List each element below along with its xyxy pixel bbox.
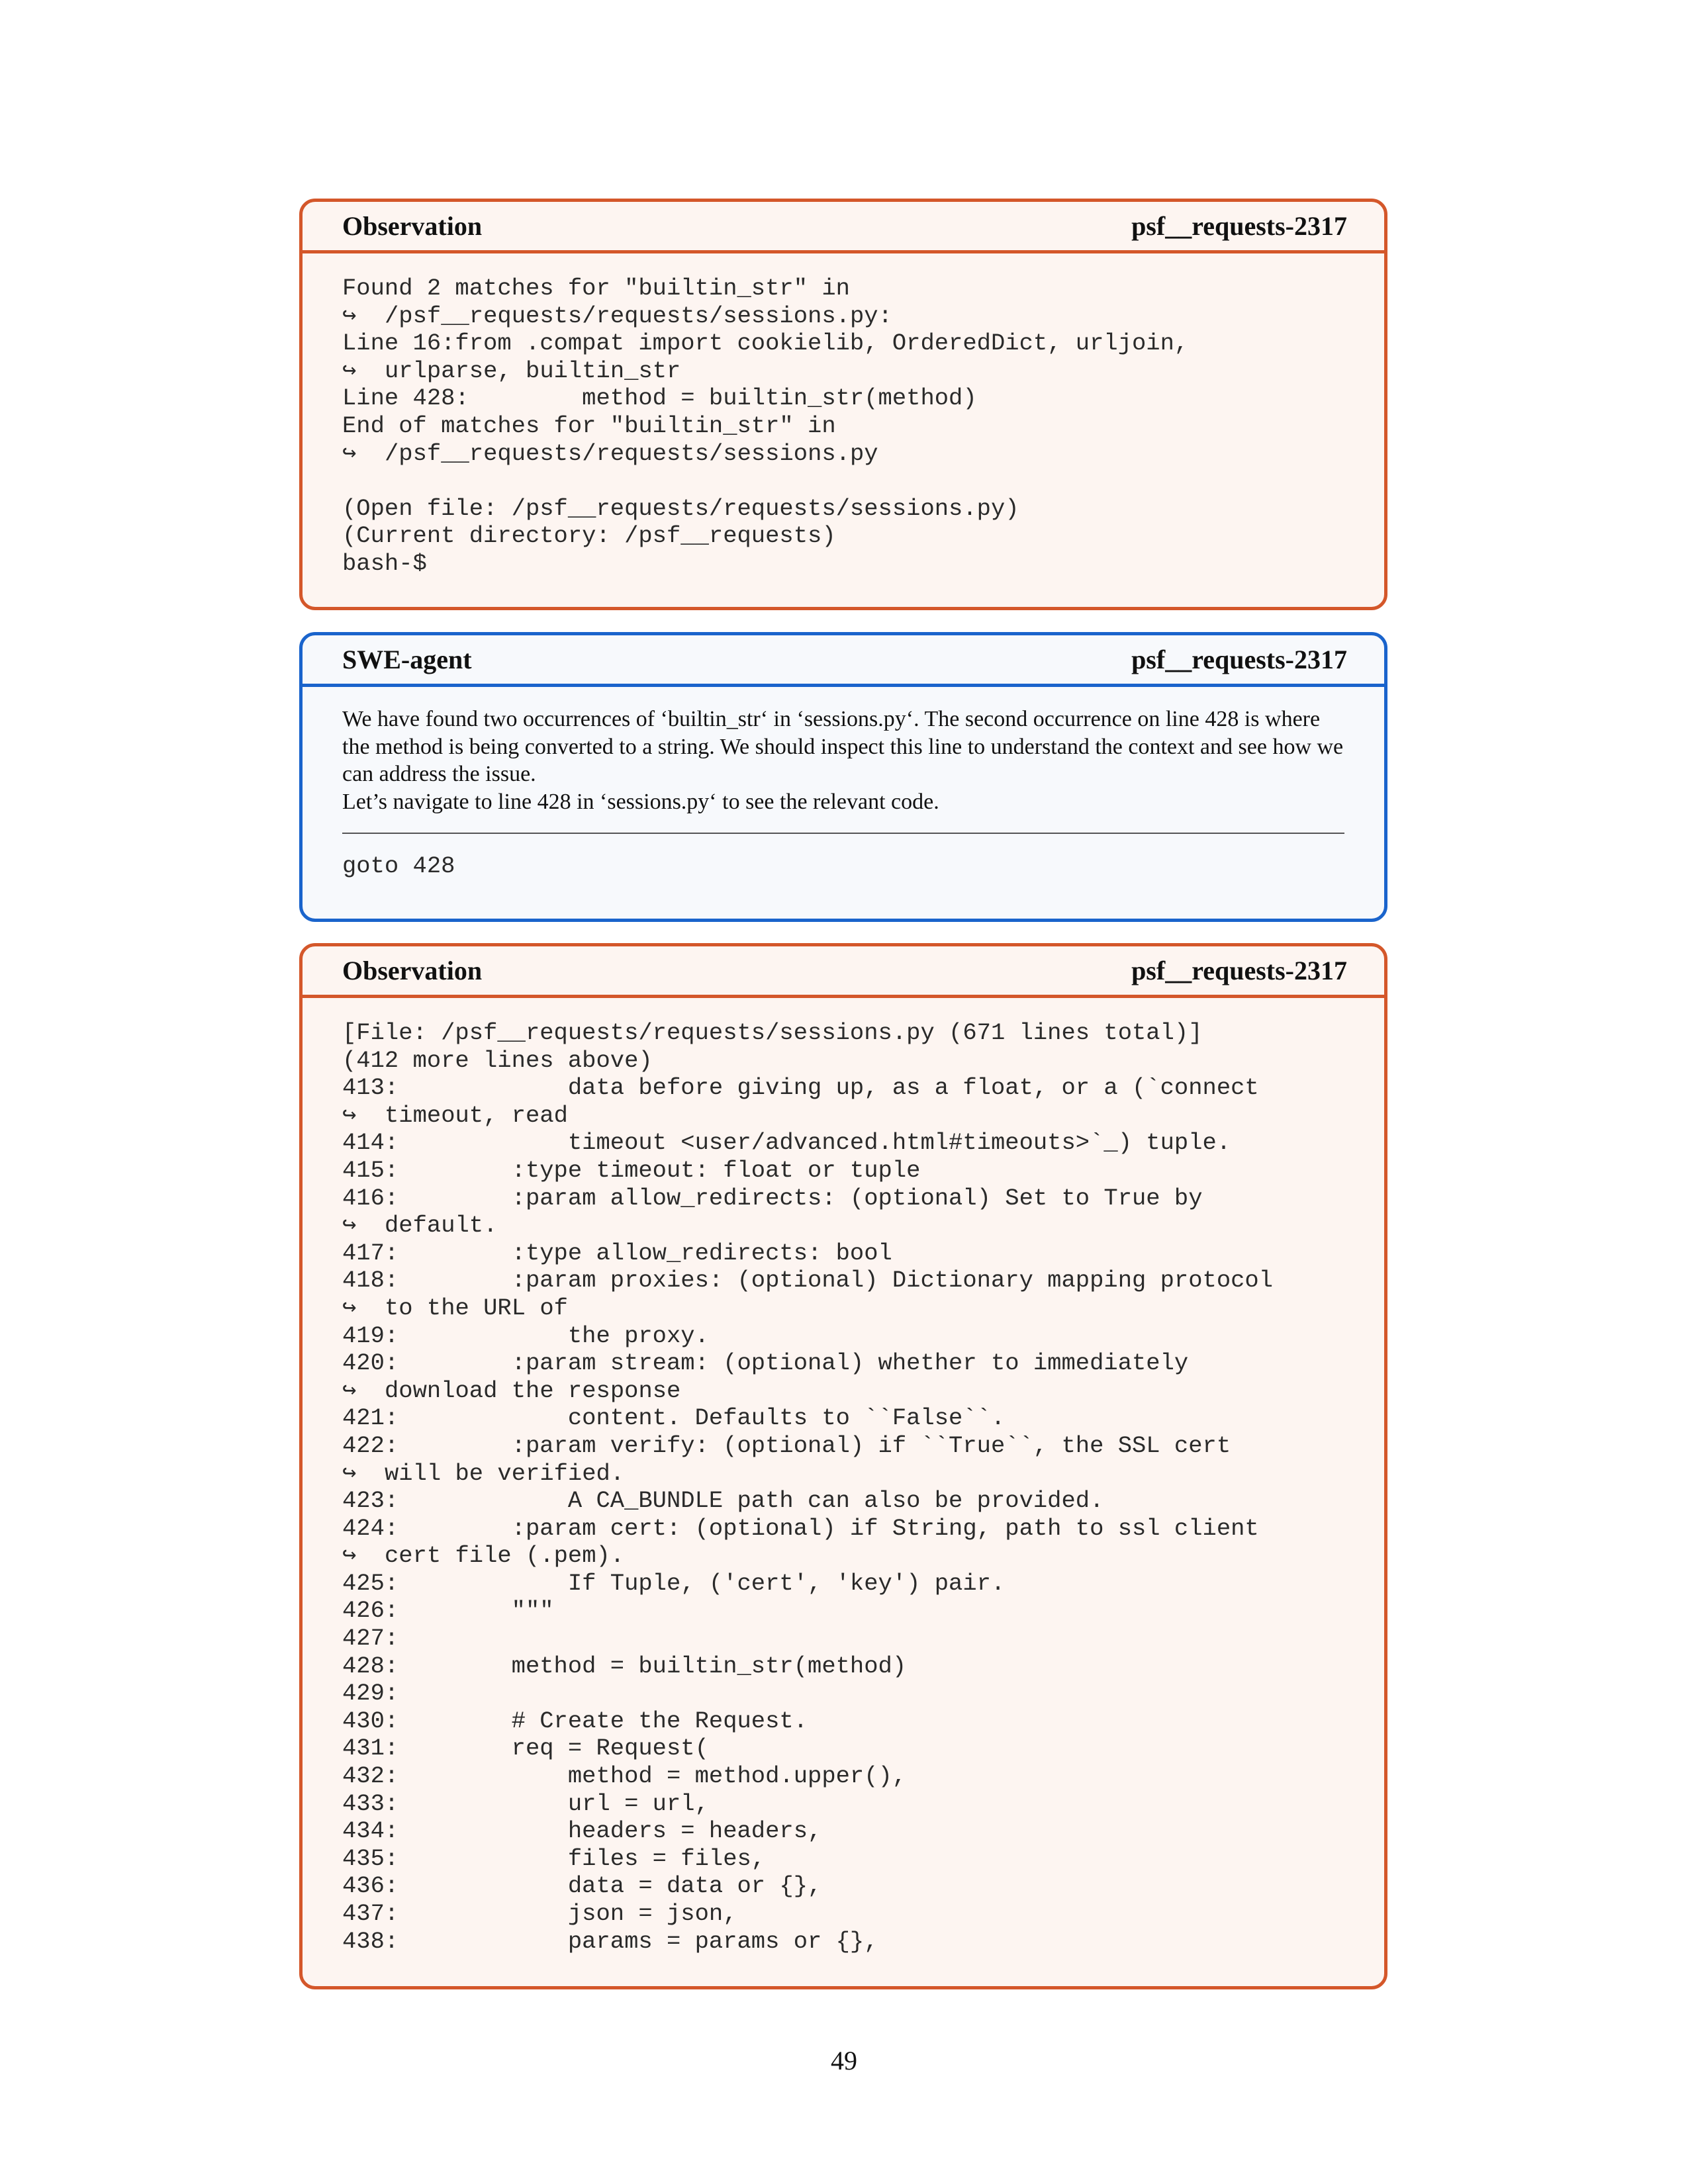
code-line: ↪ /psf__requests/requests/sessions.py: bbox=[342, 302, 892, 330]
code-line: 436: data = data or {}, bbox=[342, 1872, 822, 1900]
code-line: ↪ /psf__requests/requests/sessions.py bbox=[342, 439, 878, 467]
code-line: 434: headers = headers, bbox=[342, 1817, 822, 1845]
thought-paragraph: We have found two occurrences of ‘builtin_str‘ in ‘sessions.py‘. The second occurrence on line 428 is where the method is being converted to a string. We should inspect this line to understand the context and see how we can address the issue. bbox=[342, 707, 1344, 786]
code-line: 430: # Create the Request. bbox=[342, 1707, 808, 1735]
code-line: Found 2 matches for "builtin_str" in bbox=[342, 275, 850, 302]
divider bbox=[342, 833, 1344, 834]
code-line: bash-$ bbox=[342, 549, 427, 577]
code-line: 435: files = files, bbox=[342, 1844, 766, 1872]
code-line: ↪ urlparse, builtin_str bbox=[342, 357, 681, 385]
agent-thought bbox=[342, 705, 1344, 815]
code-line: (Open file: /psf__requests/requests/sessions.py) bbox=[342, 494, 1019, 522]
code-block bbox=[342, 275, 1344, 578]
code-line: [File: /psf__requests/requests/sessions.py (671 lines total)] bbox=[342, 1019, 1203, 1046]
code-line: 423: A CA_BUNDLE path can also be provided. bbox=[342, 1487, 1104, 1515]
code-line: (412 more lines above) bbox=[342, 1046, 653, 1074]
observation-box-2 bbox=[299, 943, 1387, 1989]
code-line: ↪ download the response bbox=[342, 1377, 681, 1404]
code-line: 413: data before giving up, as a float, or a (`connect bbox=[342, 1074, 1259, 1102]
box-title: SWE-agent bbox=[342, 645, 472, 674]
swe-agent-box bbox=[299, 632, 1387, 922]
code-line: 415: :type timeout: float or tuple bbox=[342, 1156, 921, 1184]
observation-header-2 bbox=[303, 946, 1384, 998]
task-id: psf__requests-2317 bbox=[1131, 645, 1347, 674]
code-block bbox=[342, 1019, 1344, 1955]
code-line: 425: If Tuple, ('cert', 'key') pair. bbox=[342, 1569, 1006, 1597]
code-line: 422: :param verify: (optional) if ``True``, the SSL cert bbox=[342, 1432, 1231, 1459]
code-line: (Current directory: /psf__requests) bbox=[342, 522, 836, 550]
code-line bbox=[342, 467, 1344, 495]
code-line: 420: :param stream: (optional) whether to immediately bbox=[342, 1349, 1189, 1377]
swe-agent-header bbox=[303, 635, 1384, 687]
code-line: Line 16:from .compat import cookielib, OrderedDict, urljoin, bbox=[342, 330, 1189, 357]
observation-header-1 bbox=[303, 202, 1384, 253]
code-line: 432: method = method.upper(), bbox=[342, 1762, 907, 1790]
code-line: ↪ timeout, read bbox=[342, 1101, 568, 1129]
code-line: 424: :param cert: (optional) if String, path to ssl client bbox=[342, 1514, 1259, 1542]
code-line: ↪ will be verified. bbox=[342, 1459, 625, 1487]
thought-paragraph: Let’s navigate to line 428 in ‘sessions.py‘ to see the relevant code. bbox=[342, 789, 939, 814]
code-line: 414: timeout <user/advanced.html#timeouts>`_) tuple. bbox=[342, 1129, 1231, 1157]
box-title: Observation bbox=[342, 211, 483, 241]
agent-command: goto 428 bbox=[342, 852, 455, 880]
code-line: ↪ to the URL of bbox=[342, 1294, 568, 1322]
code-line: 438: params = params or {}, bbox=[342, 1927, 878, 1955]
task-id: psf__requests-2317 bbox=[1131, 956, 1347, 985]
code-line: ↪ cert file (.pem). bbox=[342, 1542, 625, 1570]
box-title: Observation bbox=[342, 956, 483, 985]
code-line: 426: """ bbox=[342, 1597, 554, 1625]
task-id: psf__requests-2317 bbox=[1131, 211, 1347, 241]
code-line: ↪ default. bbox=[342, 1212, 498, 1240]
code-line: 419: the proxy. bbox=[342, 1322, 709, 1349]
code-line: 427: bbox=[342, 1625, 399, 1653]
code-line: End of matches for "builtin_str" in bbox=[342, 412, 836, 439]
code-line: Line 428: method = builtin_str(method) bbox=[342, 385, 977, 412]
code-line: 417: :type allow_redirects: bool bbox=[342, 1239, 892, 1267]
swe-agent-body bbox=[303, 687, 1384, 880]
code-line: 416: :param allow_redirects: (optional) Set to True by bbox=[342, 1184, 1203, 1212]
code-line: 431: req = Request( bbox=[342, 1735, 709, 1762]
observation-body-1 bbox=[303, 253, 1384, 578]
page-number: 49 bbox=[831, 2046, 857, 2075]
code-line: 433: url = url, bbox=[342, 1790, 709, 1817]
code-line: 418: :param proxies: (optional) Dictionary mapping protocol bbox=[342, 1267, 1274, 1295]
observation-box-1 bbox=[299, 199, 1387, 610]
code-line: 421: content. Defaults to ``False``. bbox=[342, 1404, 1006, 1432]
code-line: 437: json = json, bbox=[342, 1900, 737, 1927]
code-line: 428: method = builtin_str(method) bbox=[342, 1652, 907, 1680]
observation-body-2 bbox=[303, 998, 1384, 1955]
code-line: 429: bbox=[342, 1680, 399, 1707]
